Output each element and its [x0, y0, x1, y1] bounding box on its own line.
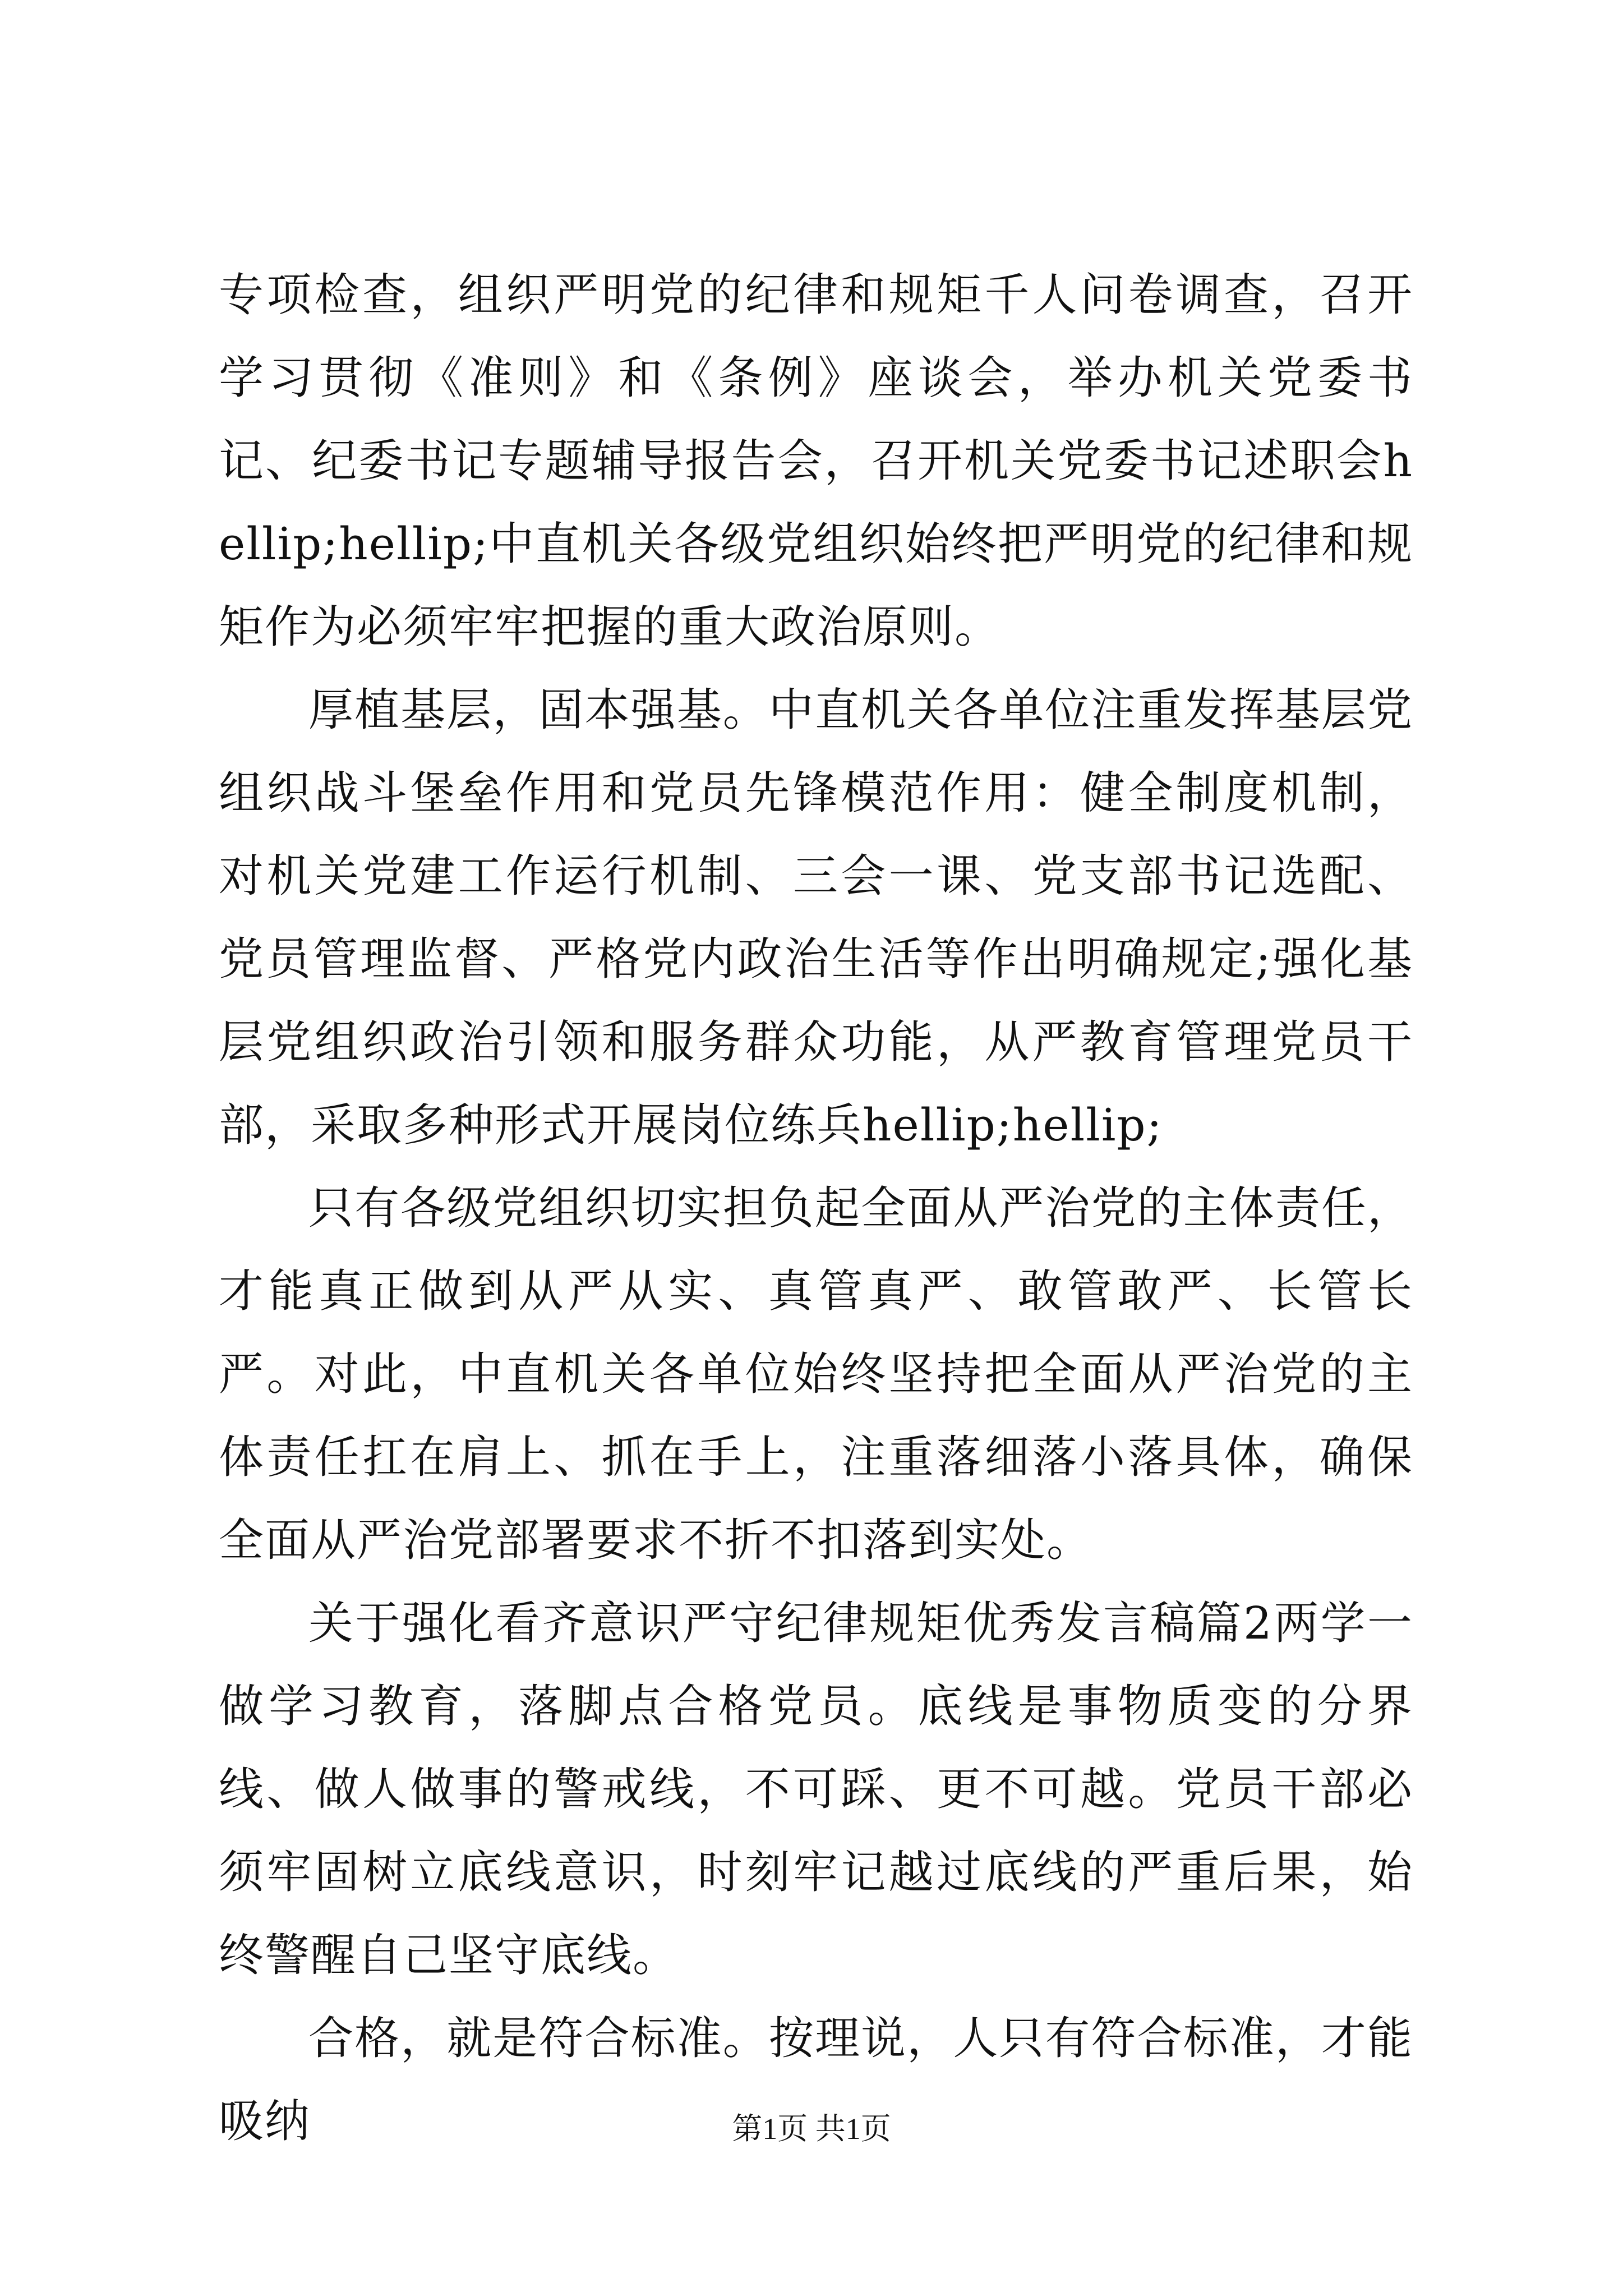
- paragraph-5: 合格，就是符合标准。按理说，人只有符合标准，才能吸纳: [219, 2012, 1413, 2147]
- document-body: [219, 254, 1413, 2163]
- page-number-label: 第1页 共1页: [732, 2112, 891, 2146]
- paragraph-4: 关于强化看齐意识严守纪律规矩优秀发言稿篇2两学一做学习教育，落脚点合格党员。底线是事物质变的分界线、做人做事的警戒线，不可踩、更不可越。党员干部必须牢固树立底线意识，时刻牢记越过底线的严重后果，始终警醒自己坚守底线。: [219, 1597, 1413, 1981]
- paragraph-1: 专项检查，组织严明党的纪律和规矩千人问卷调查，召开学习贯彻《准则》和《条例》座谈会，举办机关党委书记、纪委书记专题辅导报告会，召开机关党委书记述职会hellip;hellip;中直机关各级党组织始终把严明党的纪律和规矩作为必须牢牢把握的重大政治原则。: [219, 269, 1413, 653]
- paragraph-2: 厚植基层，固本强基。中直机关各单位注重发挥基层党组织战斗堡垒作用和党员先锋模范作用：健全制度机制，对机关党建工作运行机制、三会一课、党支部书记选配、党员管理监督、严格党内政治生活等作出明确规定;强化基层党组织政治引领和服务群众功能，从严教育管理党员干部，采取多种形式开展岗位练兵hellip;hellip;: [219, 684, 1413, 1151]
- paragraph-3: 只有各级党组织切实担负起全面从严治党的主体责任，才能真正做到从严从实、真管真严、敢管敢严、长管长严。对此，中直机关各单位始终坚持把全面从严治党的主体责任扛在肩上、抓在手上，注重落细落小落具体，确保全面从严治党部署要求不折不扣落到实处。: [219, 1182, 1413, 1566]
- page-footer: [0, 2109, 1623, 2148]
